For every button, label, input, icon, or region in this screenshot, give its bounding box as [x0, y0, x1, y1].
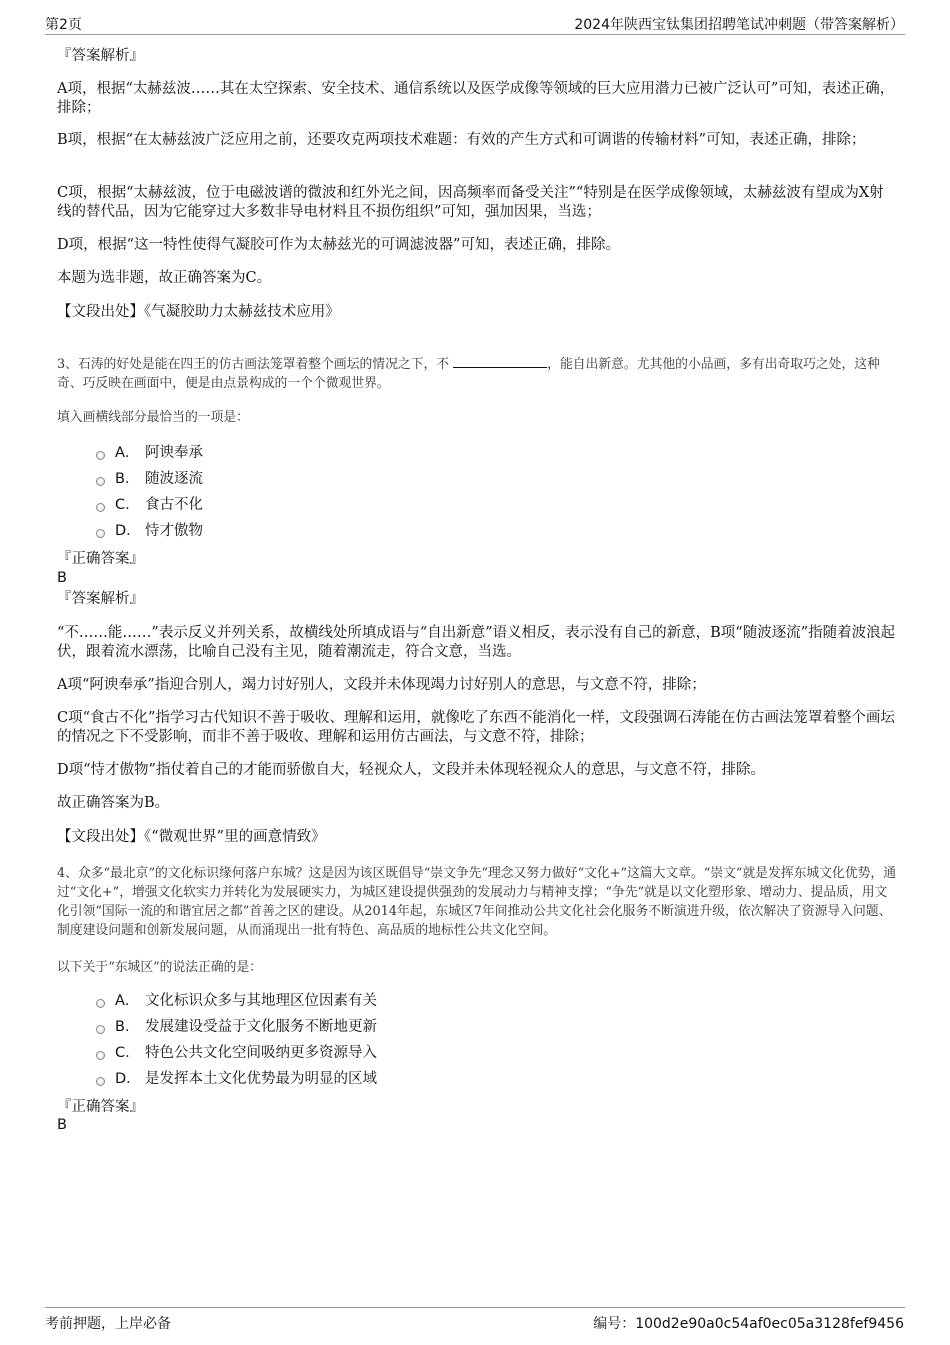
q3-option-b[interactable]	[96, 470, 203, 489]
q3-option-d[interactable]	[96, 522, 203, 541]
option-text: 阿谀奉承	[145, 445, 203, 461]
q2-source: 【文段出处】《气凝胶助力太赫兹技术应用》	[57, 304, 340, 320]
q3-analysis-label: 『答案解析』	[57, 591, 144, 607]
q4-option-a[interactable]	[96, 992, 377, 1011]
q2-analysis-b: B项，根据“在太赫兹波广泛应用之前，还要攻克两项技术难题：有效的产生方式和可调谐的传输材料”可知，表述正确，排除；	[57, 132, 866, 148]
q2-analysis-a: A项，根据“太赫兹波……其在太空探索、安全技术、通信系统以及医学成像等领域的巨大应用潜力已被广泛认可”可知，表述正确，排除；	[57, 81, 895, 116]
q3-answer: B	[57, 570, 67, 586]
document-title: 2024年陕西宝钛集团招聘笔试冲刺题（带答案解析）	[574, 17, 904, 33]
radio-icon[interactable]	[96, 1051, 105, 1060]
radio-icon[interactable]	[96, 1077, 105, 1086]
radio-icon[interactable]	[96, 477, 105, 486]
q3-prompt: 填入画横线部分最恰当的一项是：	[57, 410, 249, 425]
q3-option-c[interactable]	[96, 496, 203, 515]
q4-option-c[interactable]	[96, 1044, 377, 1063]
option-letter: A．	[115, 445, 140, 461]
q3-blank	[453, 355, 547, 368]
q3-conclusion: 故正确答案为B。	[57, 795, 170, 811]
q4-option-d[interactable]	[96, 1070, 377, 1089]
option-text: 文化标识众多与其地理区位因素有关	[145, 993, 377, 1009]
q3-source: 【文段出处】《“微观世界”里的画意情致》	[57, 829, 326, 845]
q4-stem: 4、众多“最北京”的文化标识缘何落户东城？这是因为该区既倡导“崇文争先”理念又努力做好“文化+”这篇大文章。“崇文”就是发挥东城文化优势，通过“文化+”，增强文化软实力并转化为发展硬实力，为城区建设提供强劲的发展动力与精神支撑；“争先”就是以文化塑形象、增动力、提品质，用文化引领“国际一流的和谐宜居之都”首善之区的建设。从2014年起，东城区7年间推动公共文化社会化服务不断演进升级，依次解决了资源导入问题、制度建设问题和创新发展问题，从而涌现出一批有特色、高品质的地标性公共文化空间。	[57, 866, 897, 938]
option-text: 随波逐流	[145, 471, 203, 487]
q4-prompt: 以下关于“东城区”的说法正确的是：	[57, 960, 263, 975]
option-letter: C．	[115, 1045, 140, 1061]
option-letter: B．	[115, 1019, 140, 1035]
radio-icon[interactable]	[96, 1025, 105, 1034]
footer-slogan: 考前押题，上岸必备	[45, 1316, 171, 1332]
q3-stem	[57, 355, 897, 393]
option-letter: D．	[115, 1071, 141, 1087]
q4-answer: B	[57, 1117, 67, 1133]
option-letter: C．	[115, 497, 140, 513]
q3-answer-label: 『正确答案』	[57, 551, 144, 567]
option-text: 食古不化	[145, 497, 203, 513]
radio-icon[interactable]	[96, 503, 105, 512]
q3-analysis-p3: C项“食古不化”指学习古代知识不善于吸收、理解和运用，就像吃了东西不能消化一样，文段强调石涛能在仿古画法笼罩着整个画坛的情况之下不受影响，而非不善于吸收、理解和运用仿古画法，与文意不符，排除；	[57, 710, 895, 745]
footer-divider	[45, 1307, 905, 1308]
option-letter: B．	[115, 471, 140, 487]
q3-analysis-p4: D项“恃才傲物”指仗着自己的才能而骄傲自大，轻视众人，文段并未体现轻视众人的意思，与文意不符，排除。	[57, 762, 765, 778]
radio-icon[interactable]	[96, 529, 105, 538]
option-letter: A．	[115, 993, 140, 1009]
option-letter: D．	[115, 523, 141, 539]
document-id: 编号：100d2e90a0c54af0ec05a3128fef9456	[593, 1316, 904, 1332]
option-text: 恃才傲物	[145, 523, 203, 539]
q2-conclusion: 本题为选非题，故正确答案为C。	[57, 270, 272, 286]
q3-option-a[interactable]	[96, 444, 203, 463]
header-divider	[45, 34, 905, 35]
q3-stem-before: 3、石涛的好处是能在四王的仿古画法笼罩着整个画坛的情况之下，不	[57, 357, 450, 372]
option-text: 特色公共文化空间吸纳更多资源导入	[145, 1045, 377, 1061]
q3-analysis-p1: “不……能……”表示反义并列关系，故横线处所填成语与“自出新意”语义相反，表示没有自己的新意，B项“随波逐流”指随着波浪起伏，跟着流水漂荡，比喻自己没有主见，随着潮流走，符合文意，当选。	[57, 625, 896, 660]
q4-option-b[interactable]	[96, 1018, 377, 1037]
q3-stem-after: ，能自出新意。尤其他的小品画，多有出奇取巧之处，这种奇、巧反映在画面中，便是由点景构成的一个个微观世界。	[57, 357, 880, 391]
q4-answer-label: 『正确答案』	[57, 1099, 144, 1115]
radio-icon[interactable]	[96, 451, 105, 460]
q2-analysis-c: C项，根据“太赫兹波，位于电磁波谱的微波和红外光之间，因高频率而备受关注”“特别是在医学成像领域，太赫兹波有望成为X射线的替代品，因为它能穿过大多数非导电材料且不损伤组织”可知，强加因果，当选；	[57, 185, 884, 220]
q3-analysis-p2: A项“阿谀奉承”指迎合别人，竭力讨好别人，文段并未体现竭力讨好别人的意思，与文意不符，排除；	[57, 677, 706, 693]
option-text: 发展建设受益于文化服务不断地更新	[145, 1019, 377, 1035]
q2-analysis-label: 『答案解析』	[57, 48, 144, 64]
radio-icon[interactable]	[96, 999, 105, 1008]
option-text: 是发挥本土文化优势最为明显的区域	[145, 1071, 377, 1087]
q2-analysis-d: D项，根据“这一特性使得气凝胶可作为太赫兹光的可调滤波器”可知，表述正确，排除。	[57, 237, 620, 253]
page-number: 第2页	[45, 17, 82, 33]
